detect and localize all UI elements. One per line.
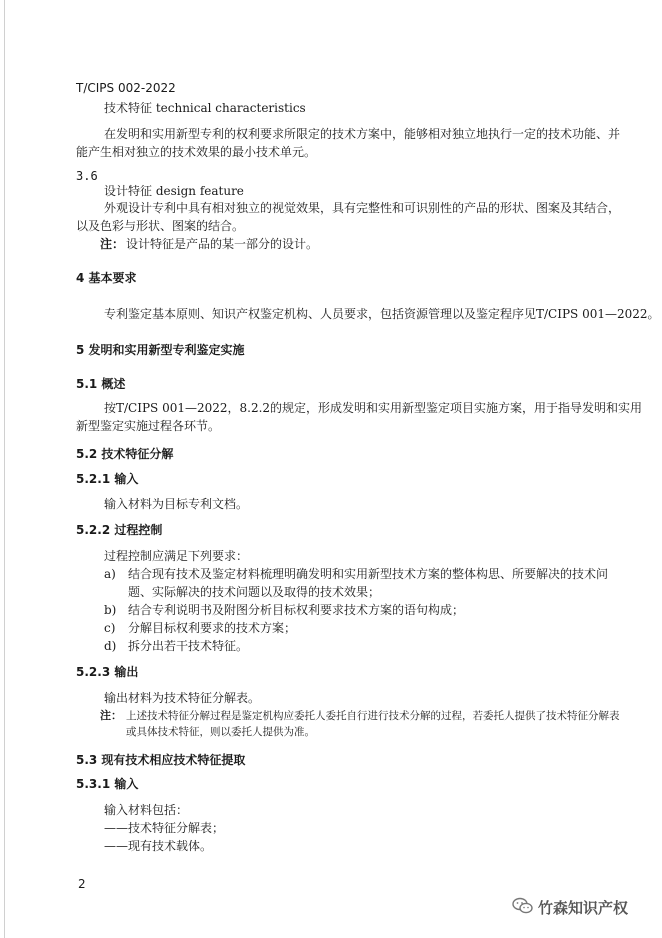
note-text: 设计特征是产品的某一部分的设计。	[126, 237, 319, 251]
paragraph: 输出材料为技术特征分解表。	[104, 691, 261, 705]
paragraph: 过程控制应满足下列要求：	[104, 549, 249, 563]
paragraph-line: 按T/CIPS 001—2022，8.2.2的规定，形成发明和实用新型鉴定项目实施方案，用于指导发明和实用	[104, 401, 643, 415]
list-item-label: c)	[104, 621, 116, 635]
subsubsection-heading: 5.2.3 输出	[76, 665, 139, 679]
definition-line: 以及色彩与形状、图案的结合。	[76, 219, 245, 233]
section-heading: 4 基本要求	[76, 271, 137, 285]
paragraph-line: 新型鉴定实施过程各环节。	[76, 419, 221, 433]
wechat-icon	[512, 897, 534, 915]
paragraph: 专利鉴定基本原则、知识产权鉴定机构、人员要求，包括资源管理以及鉴定程序见T/CIPS 001—2022。	[104, 307, 660, 321]
subsection-heading: 5.3 现有技术相应技术特征提取	[76, 753, 246, 767]
dash-list-item: ——现有技术载体。	[104, 839, 213, 853]
note-label: 注：	[100, 709, 122, 722]
definition-line: 在发明和实用新型专利的权利要求所限定的技术方案中，能够相对独立地执行一定的技术功能、并	[104, 127, 621, 141]
list-item-text: 结合专利说明书及附图分析目标权利要求技术方案的语句构成；	[128, 603, 465, 617]
page-number: 2	[78, 877, 86, 891]
term-technical-characteristics: 技术特征 technical characteristics	[104, 101, 306, 115]
page-edge-rule	[4, 0, 5, 938]
watermark-text: 竹森知识产权	[538, 899, 629, 917]
subsubsection-heading: 5.2.2 过程控制	[76, 523, 163, 537]
list-item-label: b)	[104, 603, 117, 617]
section-heading: 5 发明和实用新型专利鉴定实施	[76, 343, 245, 357]
term-design-feature: 设计特征 design feature	[104, 184, 244, 198]
list-item-text: 结合现有技术及鉴定材料梳理明确发明和实用新型技术方案的整体构思、所要解决的技术问	[128, 567, 609, 581]
list-item-label: a)	[104, 567, 116, 581]
subsubsection-heading: 5.3.1 输入	[76, 777, 139, 791]
definition-line: 外观设计专利中具有相对独立的视觉效果，具有完整性和可识别性的产品的形状、图案及其结合，	[104, 201, 621, 215]
list-item-text: 分解目标权利要求的技术方案；	[128, 621, 297, 635]
doc-id: T/CIPS 002-2022	[76, 81, 176, 95]
list-item-label: d)	[104, 639, 117, 653]
paragraph: 输入材料包括：	[104, 803, 189, 817]
subsection-heading: 5.1 概述	[76, 377, 126, 391]
definition-line: 能产生相对独立的技术效果的最小技术单元。	[76, 145, 317, 159]
subsection-heading: 5.2 技术特征分解	[76, 447, 174, 461]
note-text: 上述技术特征分解过程是鉴定机构应委托人委托自行进行技术分解的过程，若委托人提供了技术特征分解表	[126, 710, 620, 722]
list-item-text: 题、实际解决的技术问题以及取得的技术效果；	[128, 585, 381, 599]
subsubsection-heading: 5.2.1 输入	[76, 472, 139, 486]
clause-number: 3.6	[76, 169, 98, 183]
list-item-text: 拆分出若干技术特征。	[128, 639, 249, 653]
note-text: 或具体技术特征，则以委托人提供为准。	[126, 726, 315, 738]
paragraph: 输入材料为目标专利文档。	[104, 497, 249, 511]
note-label: 注：	[100, 237, 125, 251]
dash-list-item: ——技术特征分解表；	[104, 821, 225, 835]
